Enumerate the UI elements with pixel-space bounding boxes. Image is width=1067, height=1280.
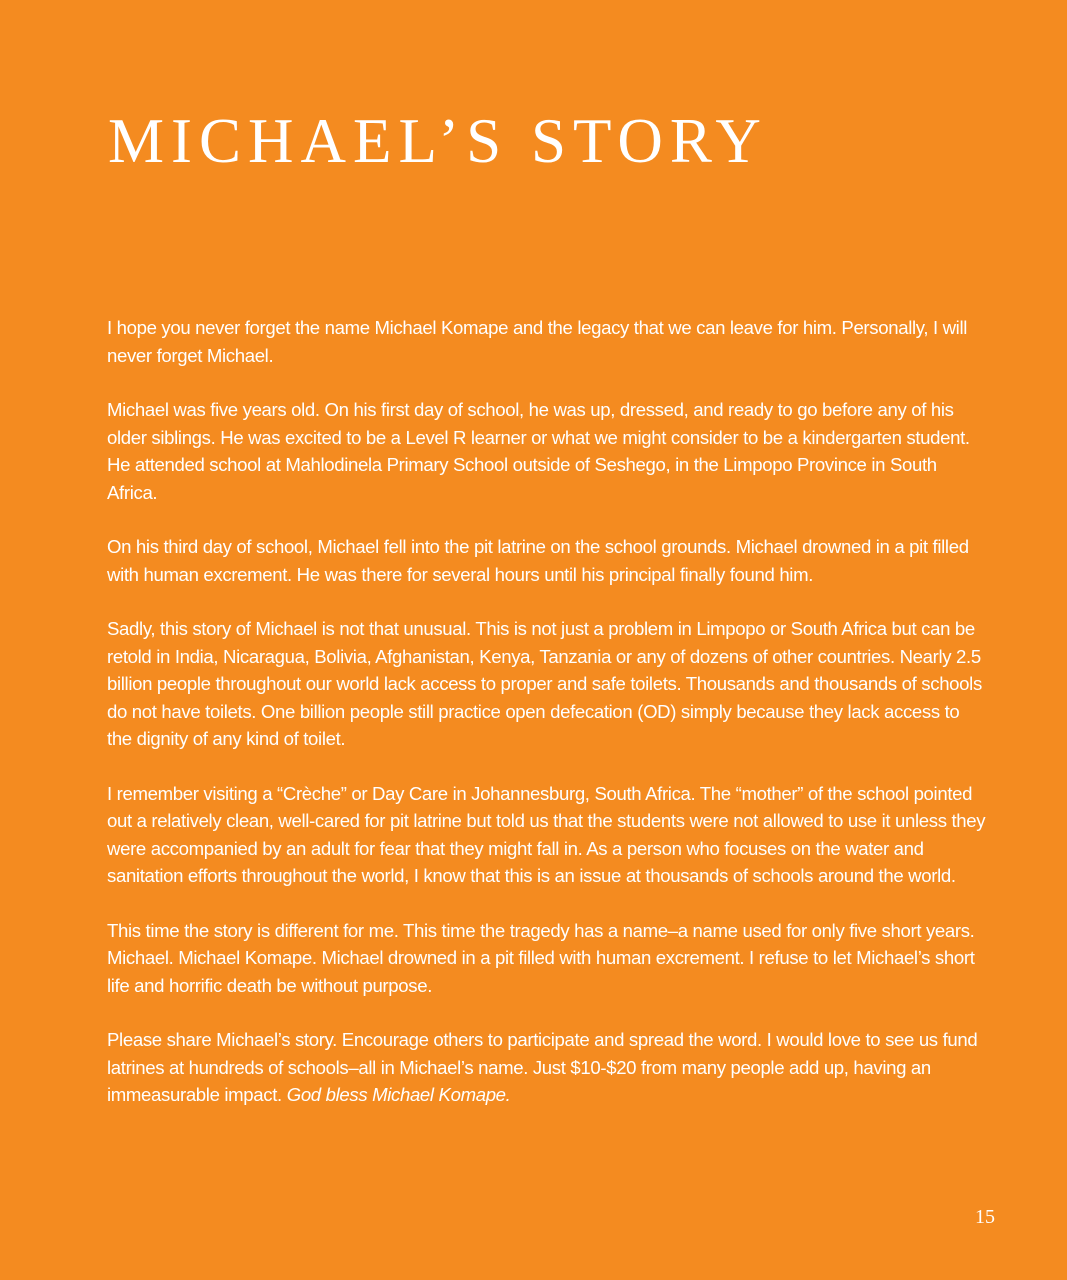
closing-text: Please share Michael’s story. Encourage others to participate and spread the word. I would love to see us fund latrines at hundreds of schools–all in Michael’s name. Just $10-$20 from many people add up, having an immeasurable impact. <box>107 1029 978 1105</box>
closing-blessing: God bless Michael Komape. <box>286 1084 511 1105</box>
paragraph-third-day: On his third day of school, Michael fell into the pit latrine on the school grounds. Michael drowned in a pit filled with human excrement. He was there for several hours until his principal finally found him. <box>107 536 969 585</box>
story-body <box>107 314 987 1109</box>
page-title: MICHAEL’S STORY <box>108 106 768 176</box>
paragraph-different: This time the story is different for me. This time the tragedy has a name–a name used for only five short years. Michael. Michael Komape. Michael drowned in a pit filled with human excrement. I refuse to let Michael’s short life and horrific death be without purpose. <box>107 919 975 996</box>
paragraph-global-problem: Sadly, this story of Michael is not that unusual. This is not just a problem in Limpopo or South Africa but can be retold in India, Nicaragua, Bolivia, Afghanistan, Kenya, Tanzania or any of dozens of other countries. Nearly 2.5 billion people throughout our world lack access to proper and safe toilets. Thousands and thousands of schools do not have toilets. One billion people still practice open defecation (OD) simply because they lack access to the dignity of any kind of toilet. <box>107 618 982 749</box>
paragraph-first-day: Michael was five years old. On his first day of school, he was up, dressed, and ready to go before any of his older siblings. He was excited to be a Level R learner or what we might consider to be a kindergarten student. He attended school at Mahlodinela Primary School outside of Seshego, in the Limpopo Province in South Africa. <box>107 399 970 503</box>
page-number: 15 <box>975 1206 995 1228</box>
paragraph-creche-visit: I remember visiting a “Crèche” or Day Care in Johannesburg, South Africa. The “mother” of the school pointed out a relatively clean, well-cared for pit latrine but told us that the students were not allowed to use it unless they were accompanied by an adult for fear that they might fall in. As a person who focuses on the water and sanitation efforts throughout the world, I know that this is an issue at thousands of schools around the world. <box>107 782 986 886</box>
paragraph-intro: I hope you never forget the name Michael Komape and the legacy that we can leave for him. Personally, I will never forget Michael. <box>107 317 968 366</box>
paragraph-closing <box>107 1026 987 1109</box>
